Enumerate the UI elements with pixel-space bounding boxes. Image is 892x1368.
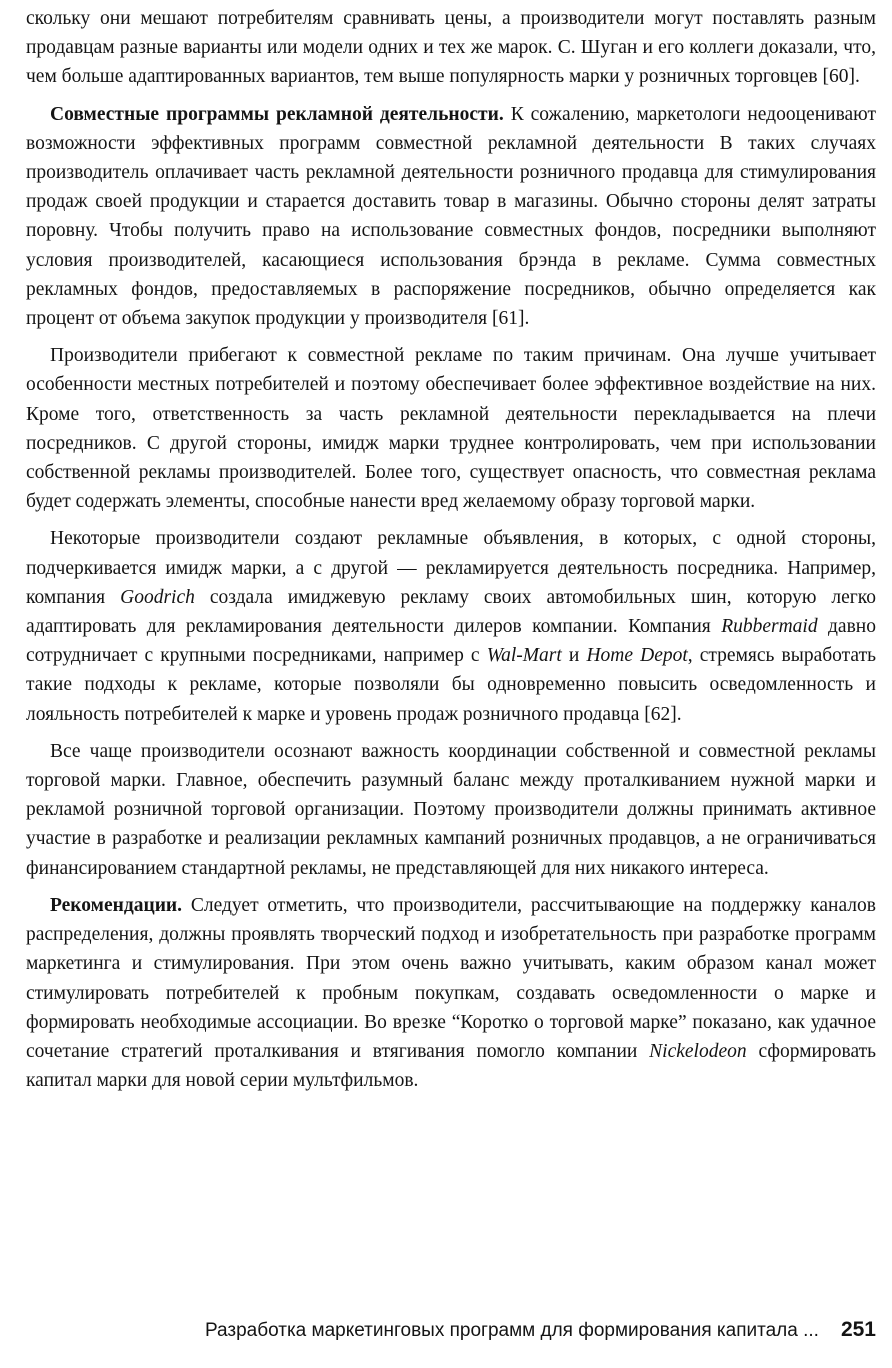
paragraph-text: Некоторые производители создают рекламные объявления, в которых, с одной стороны, подчеркивается имидж марки, а с другой — рекламируется деятельность посредника. Например, компания bbox=[26, 528, 876, 608]
paragraph-text: Производители прибегают к совместной рекламе по таким причинам. Она лучше учитывает особенности местных потребителей и поэтому обеспечивает более эффективное воздействие на них. Кроме того, ответственность за часть рекламной деятельности перекладывается на плечи посредников. С другой стороны, имидж марки труднее контролировать, чем при использовании собственной рекламы производителей. Более того, существует опасность, что совместная реклама будет содержать элементы, способные нанести вред желаемому образу торговой марки. bbox=[26, 345, 876, 513]
company-name: Rubbermaid bbox=[721, 616, 818, 638]
running-footer bbox=[148, 1318, 876, 1342]
paragraph-lead-in: Рекомендации. bbox=[50, 894, 183, 916]
paragraph-lead-in: Совместные программы рекламной деятельности. bbox=[50, 103, 504, 125]
paragraph-text: создала имиджевую рекламу своих автомобильных шин, которую легко адаптировать для рекламирования деятельности дилеров компании. Компания bbox=[26, 586, 876, 638]
paragraph-3 bbox=[26, 341, 876, 516]
company-name: Goodrich bbox=[120, 586, 195, 608]
company-name: Nickelodeon bbox=[649, 1040, 747, 1062]
paragraph-text: К сожалению, маркетологи недооценивают возможности эффективных программ совместной рекламной деятельности В таких случаях производитель оплачивает часть рекламной деятельности розничного продавца для стимулирования продаж своей продукции и старается доставить товар в магазины. Обычно стороны делят затраты поровну. Чтобы получить право на использование совместных фондов, посредники выполняют условия производителей, касающиеся использования брэнда в рекламе. Сумма совместных рекламных фондов, предоставляемых в распоряжение посредников, обычно определяется как процент от объема закупок продукции у производителя [61]. bbox=[26, 103, 877, 330]
paragraph-text: и bbox=[561, 645, 587, 667]
paragraph-text: , стремясь выработать такие подходы к рекламе, которые позволяли бы одновременно повысить осведомленность и лояльность потребителей к марке и уровень продаж розничного продавца [62]. bbox=[26, 645, 876, 725]
paragraph-text: Все чаще производители осознают важность координации собственной и совместной рекламы торговой марки. Главное, обеспечить разумный баланс между проталкиванием нужной марки и рекламой розничной торговой организации. Поэтому производители должны принимать активное участие в разработке и реализации рекламных кампаний розничных продавцов, а не ограничиваться финансированием стандартной рекламы, не представляющей для них никакого интереса. bbox=[26, 740, 876, 879]
paragraph-text: давно сотрудничает с крупными посредниками, например с bbox=[26, 616, 876, 667]
paragraph-text: Следует отметить, что производители, рассчитывающие на поддержку каналов распределения, должны проявлять творческий подход и изобретательность при разработке программ маркетинга и стимулирования. При этом очень важно учитывать, каким образом канал может стимулировать потребителей к пробным покупкам, создавать осведомленности о марке и формировать необходимые ассоциации. Во врезке “Коротко о торговой марке” показано, как удачное сочетание стратегий проталкивания и втягивания помогло компании bbox=[26, 894, 876, 1062]
paragraph-4 bbox=[26, 524, 876, 728]
company-name: Home Depot bbox=[586, 645, 688, 667]
paragraph-2 bbox=[26, 100, 876, 334]
page-body bbox=[26, 4, 876, 1103]
paragraph-text: скольку они мешают потребителям сравнивать цены, а производители могут поставлять разным продавцам разные варианты или модели одних и тех же марок. С. Шуган и его коллеги доказали, что, чем больше адаптированных вариантов, тем выше популярность марки у розничных торговцев [60]. bbox=[26, 8, 876, 88]
page-number: 251 bbox=[840, 1318, 876, 1341]
company-name: Wal-Mart bbox=[486, 645, 562, 667]
paragraph-5 bbox=[26, 737, 876, 883]
paragraph-text: сформировать капитал марки для новой серии мультфильмов. bbox=[26, 1040, 877, 1092]
running-footer-title: Разработка маркетинговых программ для формирования капитала ... bbox=[204, 1320, 819, 1341]
paragraph-1 bbox=[26, 4, 876, 92]
paragraph-6 bbox=[26, 891, 876, 1095]
